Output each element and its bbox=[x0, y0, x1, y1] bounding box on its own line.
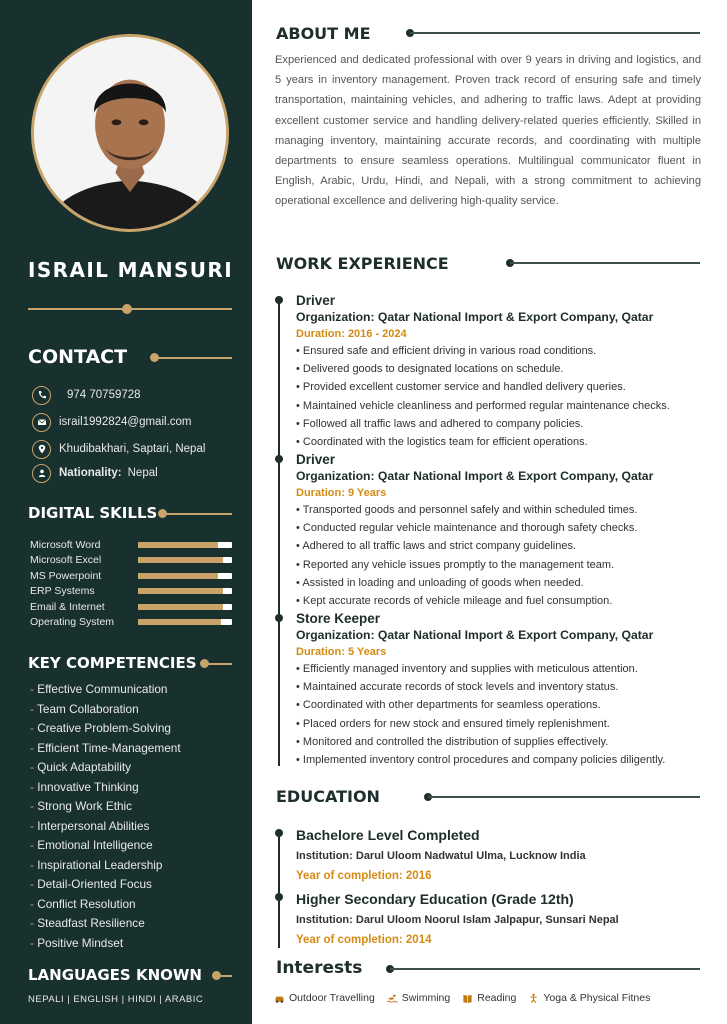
job-bullet: • Ensured safe and efficient driving in various road conditions. bbox=[296, 342, 720, 360]
competency-item: - Detail-Oriented Focus bbox=[30, 875, 181, 895]
job-duration: Duration: 9 Years bbox=[296, 487, 387, 499]
competencies-rule bbox=[204, 663, 232, 665]
job-bullet: • Transported goods and personnel safely and within scheduled times. bbox=[296, 501, 720, 519]
skill-name: Microsoft Word bbox=[30, 539, 101, 551]
job-entry bbox=[296, 610, 720, 769]
competency-item: - Conflict Resolution bbox=[30, 895, 181, 915]
phone-text: 974 70759728 bbox=[67, 389, 141, 401]
nationality-icon bbox=[32, 464, 51, 483]
competency-item: - Inspirational Leadership bbox=[30, 856, 181, 876]
interest-label: Yoga & Physical Fitnes bbox=[543, 992, 651, 1004]
skill-bar-fill bbox=[138, 573, 218, 579]
job-bullet: • Kept accurate records of vehicle mileage and fuel consumption. bbox=[296, 592, 720, 610]
skill-bar-fill bbox=[138, 588, 223, 594]
skill-bar-fill bbox=[138, 604, 223, 610]
skill-name: Microsoft Excel bbox=[30, 554, 102, 567]
competency-item: - Strong Work Ethic bbox=[30, 797, 181, 817]
job-bullet: • Placed orders for new stock and ensured timely replenishment. bbox=[296, 715, 720, 733]
work-timeline-dot bbox=[275, 455, 283, 463]
job-bullet: • Provided excellent customer service and handled delivery queries. bbox=[296, 378, 720, 396]
competency-item: - Interpersonal Abilities bbox=[30, 817, 181, 837]
job-bullet: • Monitored and controlled the distribution of supplies effectively. bbox=[296, 733, 720, 751]
education-institution: Institution: Darul Uloom Noorul Islam Jalpapur, Sunsari Nepal bbox=[296, 914, 619, 926]
skill-bar-fill bbox=[138, 619, 221, 625]
skill-bar bbox=[138, 573, 232, 579]
location-pin-icon bbox=[32, 440, 51, 459]
job-entry bbox=[296, 292, 720, 451]
competencies-list bbox=[30, 680, 181, 953]
phone-icon bbox=[32, 386, 51, 405]
skill-row bbox=[30, 600, 234, 614]
book-icon bbox=[462, 993, 477, 1004]
education-entry bbox=[296, 824, 716, 886]
competency-item: - Positive Mindset bbox=[30, 934, 181, 954]
skill-name: ERP Systems bbox=[30, 585, 95, 598]
job-duration: Duration: 2016 - 2024 bbox=[296, 328, 407, 340]
job-bullet: • Adhered to all traffic laws and strict company guidelines. bbox=[296, 537, 720, 555]
nationality-label: Nationality: bbox=[59, 467, 122, 479]
interest-label: Swimming bbox=[401, 992, 451, 1004]
address-text: Khudibakhari, Saptari, Nepal bbox=[59, 443, 206, 455]
competency-item: - Team Collaboration bbox=[30, 700, 181, 720]
education-year: Year of completion: 2016 bbox=[296, 870, 432, 882]
competencies-heading: KEY COMPETENCIES bbox=[28, 654, 197, 672]
education-entry bbox=[296, 888, 716, 950]
job-bullet: • Assisted in loading and unloading of goods when needed. bbox=[296, 574, 720, 592]
email-text[interactable]: israil1992824@gmail.com bbox=[59, 416, 192, 428]
about-heading-rule bbox=[410, 32, 700, 34]
skill-bar-fill bbox=[138, 557, 223, 563]
job-title: Driver bbox=[296, 293, 336, 308]
interest-label: Outdoor Travelling bbox=[289, 992, 375, 1004]
profile-name: ISRAIL MANSURI bbox=[28, 258, 234, 282]
education-title: Bachelore Level Completed bbox=[296, 827, 480, 843]
contact-heading-rule bbox=[154, 357, 232, 359]
skill-name: Email & Internet bbox=[30, 600, 105, 613]
skill-bar bbox=[138, 542, 232, 548]
interest-label: Reading bbox=[477, 992, 517, 1004]
job-entry bbox=[296, 451, 720, 610]
contact-address bbox=[32, 439, 205, 459]
competency-item: - Effective Communication bbox=[30, 680, 181, 700]
swimming-icon bbox=[387, 993, 402, 1004]
yoga-icon bbox=[528, 993, 543, 1004]
job-duration: Duration: 5 Years bbox=[296, 646, 387, 658]
email-icon bbox=[32, 413, 51, 432]
about-heading: ABOUT ME bbox=[276, 24, 371, 43]
work-heading-rule bbox=[510, 262, 700, 264]
languages-heading: LANGUAGES KNOWN bbox=[28, 966, 202, 984]
interests-heading-rule bbox=[390, 968, 700, 970]
job-bullet: • Delivered goods to designated locations on schedule. bbox=[296, 360, 720, 378]
skill-bar bbox=[138, 619, 232, 625]
digital-skills-rule bbox=[162, 513, 232, 515]
skill-row bbox=[30, 584, 234, 598]
nationality-text: Nepal bbox=[127, 467, 158, 479]
contact-email bbox=[32, 412, 192, 432]
contact-phone bbox=[32, 385, 141, 405]
job-bullet-list bbox=[296, 501, 720, 610]
job-title: Driver bbox=[296, 452, 336, 467]
job-title: Store Keeper bbox=[296, 611, 381, 626]
job-bullet-list bbox=[296, 660, 720, 769]
job-bullet: • Implemented inventory control procedures and company policies diligently. bbox=[296, 751, 720, 769]
digital-skills-heading: DIGITAL SKILLS bbox=[28, 504, 158, 522]
education-title: Higher Secondary Education (Grade 12th) bbox=[296, 891, 574, 907]
skill-row bbox=[30, 553, 234, 567]
skill-bar bbox=[138, 604, 232, 610]
job-organization: Organization: Qatar National Import & Export Company, Qatar bbox=[296, 310, 654, 324]
interests-list bbox=[274, 992, 662, 1004]
education-institution: Institution: Darul Uloom Nadwatul Ulma, Lucknow India bbox=[296, 850, 586, 862]
work-heading: WORK EXPERIENCE bbox=[276, 254, 449, 273]
job-bullet: • Maintained vehicle cleanliness and performed regular maintenance checks. bbox=[296, 397, 720, 415]
education-heading: EDUCATION bbox=[276, 787, 380, 806]
about-text: Experienced and dedicated professional with over 9 years in driving and logistics, and 5 years in inventory management. Proven track record of ensuring safe and timely transportation, maintaining vehicles, and adhering to traffic laws. Adept at providing excellent customer service and handling delivery-related queries efficiently. Skilled in managing inventory, maintaining accurate records, and coordinating with multiple departments to ensure seamless operations. Multilingual communicator fluent in English, Arabic, Urdu, Hindi, and Nepali, with a strong commitment to achieving operational excellence and delivering high-quality service. bbox=[275, 54, 701, 208]
education-timeline bbox=[278, 830, 280, 948]
contact-nationality bbox=[32, 463, 158, 483]
skill-row bbox=[30, 538, 234, 552]
job-bullet: • Maintained accurate records of stock levels and inventory status. bbox=[296, 678, 720, 696]
job-bullet: • Coordinated with the logistics team for efficient operations. bbox=[296, 433, 720, 451]
work-timeline-dot bbox=[275, 296, 283, 304]
education-timeline-dot bbox=[275, 893, 283, 901]
skill-name: MS Powerpoint bbox=[30, 569, 102, 582]
languages-text: NEPALI | ENGLISH | HINDI | ARABIC bbox=[28, 994, 204, 1005]
job-bullet: • Conducted regular vehicle maintenance and thorough safety checks. bbox=[296, 519, 720, 537]
work-timeline bbox=[278, 298, 280, 766]
competency-item: - Steadfast Resilience bbox=[30, 914, 181, 934]
car-icon bbox=[274, 993, 289, 1004]
job-bullet: • Reported any vehicle issues promptly to the management team. bbox=[296, 556, 720, 574]
competency-item: - Quick Adaptability bbox=[30, 758, 181, 778]
job-organization: Organization: Qatar National Import & Export Company, Qatar bbox=[296, 469, 654, 483]
education-year: Year of completion: 2014 bbox=[296, 934, 432, 946]
job-organization: Organization: Qatar National Import & Export Company, Qatar bbox=[296, 628, 654, 642]
competency-item: - Efficient Time-Management bbox=[30, 739, 181, 759]
interest-item bbox=[387, 992, 450, 1004]
competency-item: - Creative Problem-Solving bbox=[30, 719, 181, 739]
skill-row bbox=[30, 569, 234, 583]
job-bullet: • Followed all traffic laws and adhered to company policies. bbox=[296, 415, 720, 433]
work-timeline-dot bbox=[275, 614, 283, 622]
competency-item: - Emotional Intelligence bbox=[30, 836, 181, 856]
skill-name: Operating System bbox=[30, 616, 115, 628]
education-timeline-dot bbox=[275, 829, 283, 837]
skill-bar bbox=[138, 588, 232, 594]
languages-rule bbox=[216, 975, 232, 977]
job-bullet-list bbox=[296, 342, 720, 451]
profile-photo bbox=[31, 34, 229, 232]
interest-item bbox=[274, 992, 375, 1004]
skill-bar-fill bbox=[138, 542, 218, 548]
interests-heading: Interests bbox=[276, 958, 363, 978]
sidebar bbox=[0, 0, 252, 1024]
education-heading-rule bbox=[428, 796, 700, 798]
skill-bar bbox=[138, 557, 232, 563]
skill-row bbox=[30, 615, 234, 629]
contact-heading: CONTACT bbox=[28, 346, 128, 368]
job-bullet: • Coordinated with other departments for seamless operations. bbox=[296, 696, 720, 714]
interest-item bbox=[528, 992, 650, 1004]
interest-item bbox=[462, 992, 516, 1004]
competency-item: - Innovative Thinking bbox=[30, 778, 181, 798]
job-bullet: • Efficiently managed inventory and supplies with meticulous attention. bbox=[296, 660, 720, 678]
name-divider-dot bbox=[122, 304, 132, 314]
